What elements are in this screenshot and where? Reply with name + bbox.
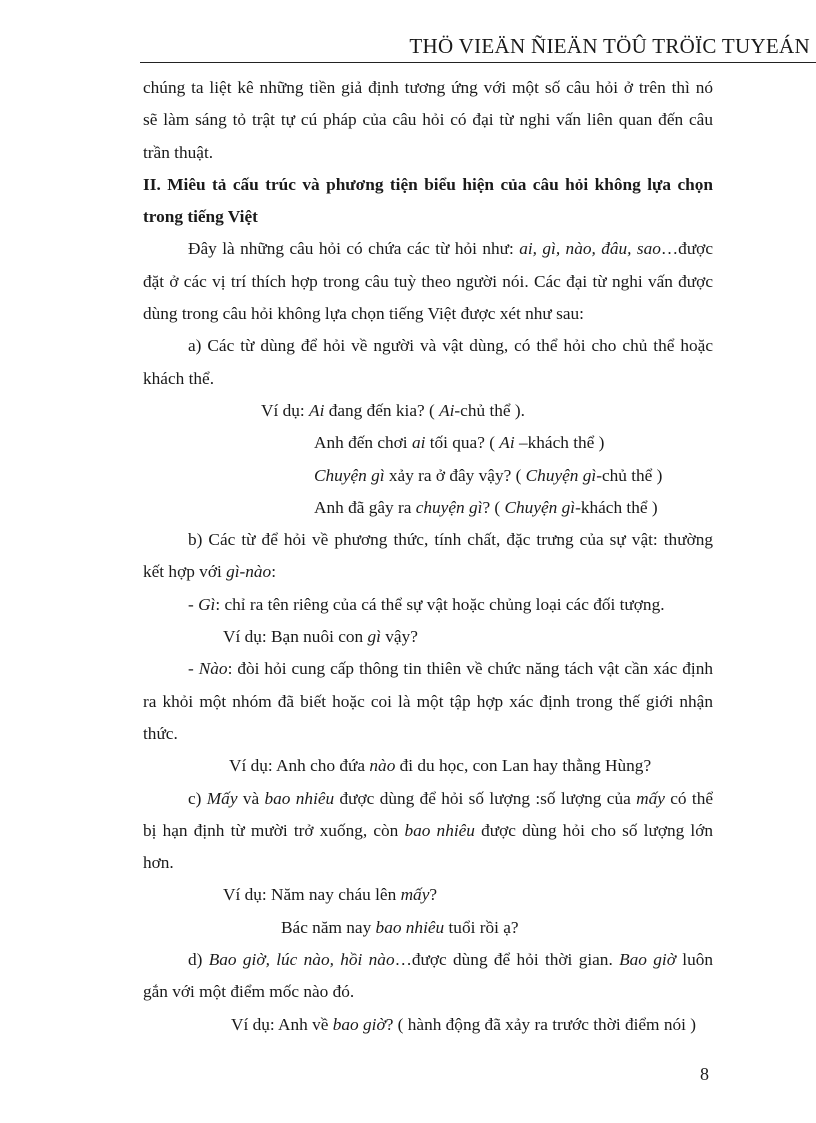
header-title: THÖ VIEÄN ÑIEÄN TÖÛ TRÖÏC TUYEÁN [409, 34, 810, 58]
paragraph-line: đặt ở các vị trí thích hợp trong câu tuỳ theo người nói. Các đại từ nghi vấn được [143, 271, 713, 291]
paragraph-line: dùng trong câu hỏi không lựa chọn tiếng Việt được xét như sau: [143, 304, 584, 324]
example-line: Ví dụ: Năm nay cháu lên mấy? [223, 885, 438, 905]
item-c-line: hơn. [143, 853, 174, 873]
header-rule [140, 62, 816, 63]
item-c-line: bị hạn định từ mười trở xuống, còn bao nhiêu được dùng hỏi cho số lượng lớn [143, 820, 713, 840]
item-a-line: a) Các từ dùng để hỏi về người và vật dùng, có thể hỏi cho chủ thể hoặc [188, 336, 713, 356]
item-b-line: kết hợp với gì-nào: [143, 562, 277, 582]
paragraph-line: Đây là những câu hỏi có chứa các từ hỏi như: ai, gì, nào, đâu, sao…được [188, 239, 713, 259]
nao-definition-cont: thức. [143, 723, 178, 743]
item-b-line: b) Các từ để hỏi về phương thức, tính chất, đặc trưng của sự vật: thường [188, 530, 713, 550]
gi-definition: - Gì: chỉ ra tên riêng của cá thể sự vật hoặc chủng loại các đối tượng. [188, 594, 665, 614]
example-line: Ví dụ: Anh về bao giờ? ( hành động đã xảy ra trước thời điểm nói ) [231, 1014, 696, 1034]
text-line: trần thuật. [143, 142, 214, 162]
document-body [143, 72, 713, 1041]
section-heading-cont: trong tiếng Việt [143, 207, 258, 227]
text-line: chúng ta liệt kê những tiền giả định tương ứng với một số câu hỏi ở trên thì nó [143, 78, 713, 97]
section-heading: II. Miêu tả cấu trúc và phương tiện biểu hiện của câu hỏi không lựa chọn [143, 174, 713, 194]
example-line: Ví dụ: Bạn nuôi con gì vậy? [223, 627, 418, 647]
example-line: Ví dụ: Anh cho đứa nào đi du học, con Lan hay thằng Hùng? [229, 756, 652, 776]
page-header [0, 34, 816, 64]
example-line: Ví dụ: Ai đang đến kia? ( Ai-chủ thể ). [261, 400, 525, 420]
text-line: sẽ làm sáng tỏ trật tự cú pháp của câu hỏi có đại từ nghi vấn liên quan đến câu [143, 110, 713, 130]
nao-definition-cont: ra khỏi một nhóm đã biết hoặc coi là một tập hợp xác định trong thế giới nhận [143, 691, 713, 711]
item-d-line: d) Bao giờ, lúc nào, hồi nào…được dùng để hỏi thời gian. Bao giờ luôn [188, 950, 714, 970]
example-line: Bác năm nay bao nhiêu tuổi rồi ạ? [281, 917, 519, 937]
item-d-line: gắn với một điểm mốc nào đó. [143, 982, 355, 1002]
nao-definition: - Nào: đòi hỏi cung cấp thông tin thiên về chức năng tách vật cần xác định [188, 659, 713, 679]
example-line: Anh đến chơi ai tối qua? ( Ai –khách thể ) [314, 433, 605, 453]
example-line: Anh đã gây ra chuyện gì? ( Chuyện gì-khách thể ) [314, 497, 658, 517]
item-a-line: khách thể. [143, 368, 215, 388]
item-c-line: c) Mấy và bao nhiêu được dùng để hỏi số lượng :số lượng của mấy có thể [188, 788, 714, 808]
example-line: Chuyện gì xảy ra ở đây vậy? ( Chuyện gì-chủ thể ) [314, 465, 663, 485]
page-number: 8 [700, 1064, 709, 1084]
